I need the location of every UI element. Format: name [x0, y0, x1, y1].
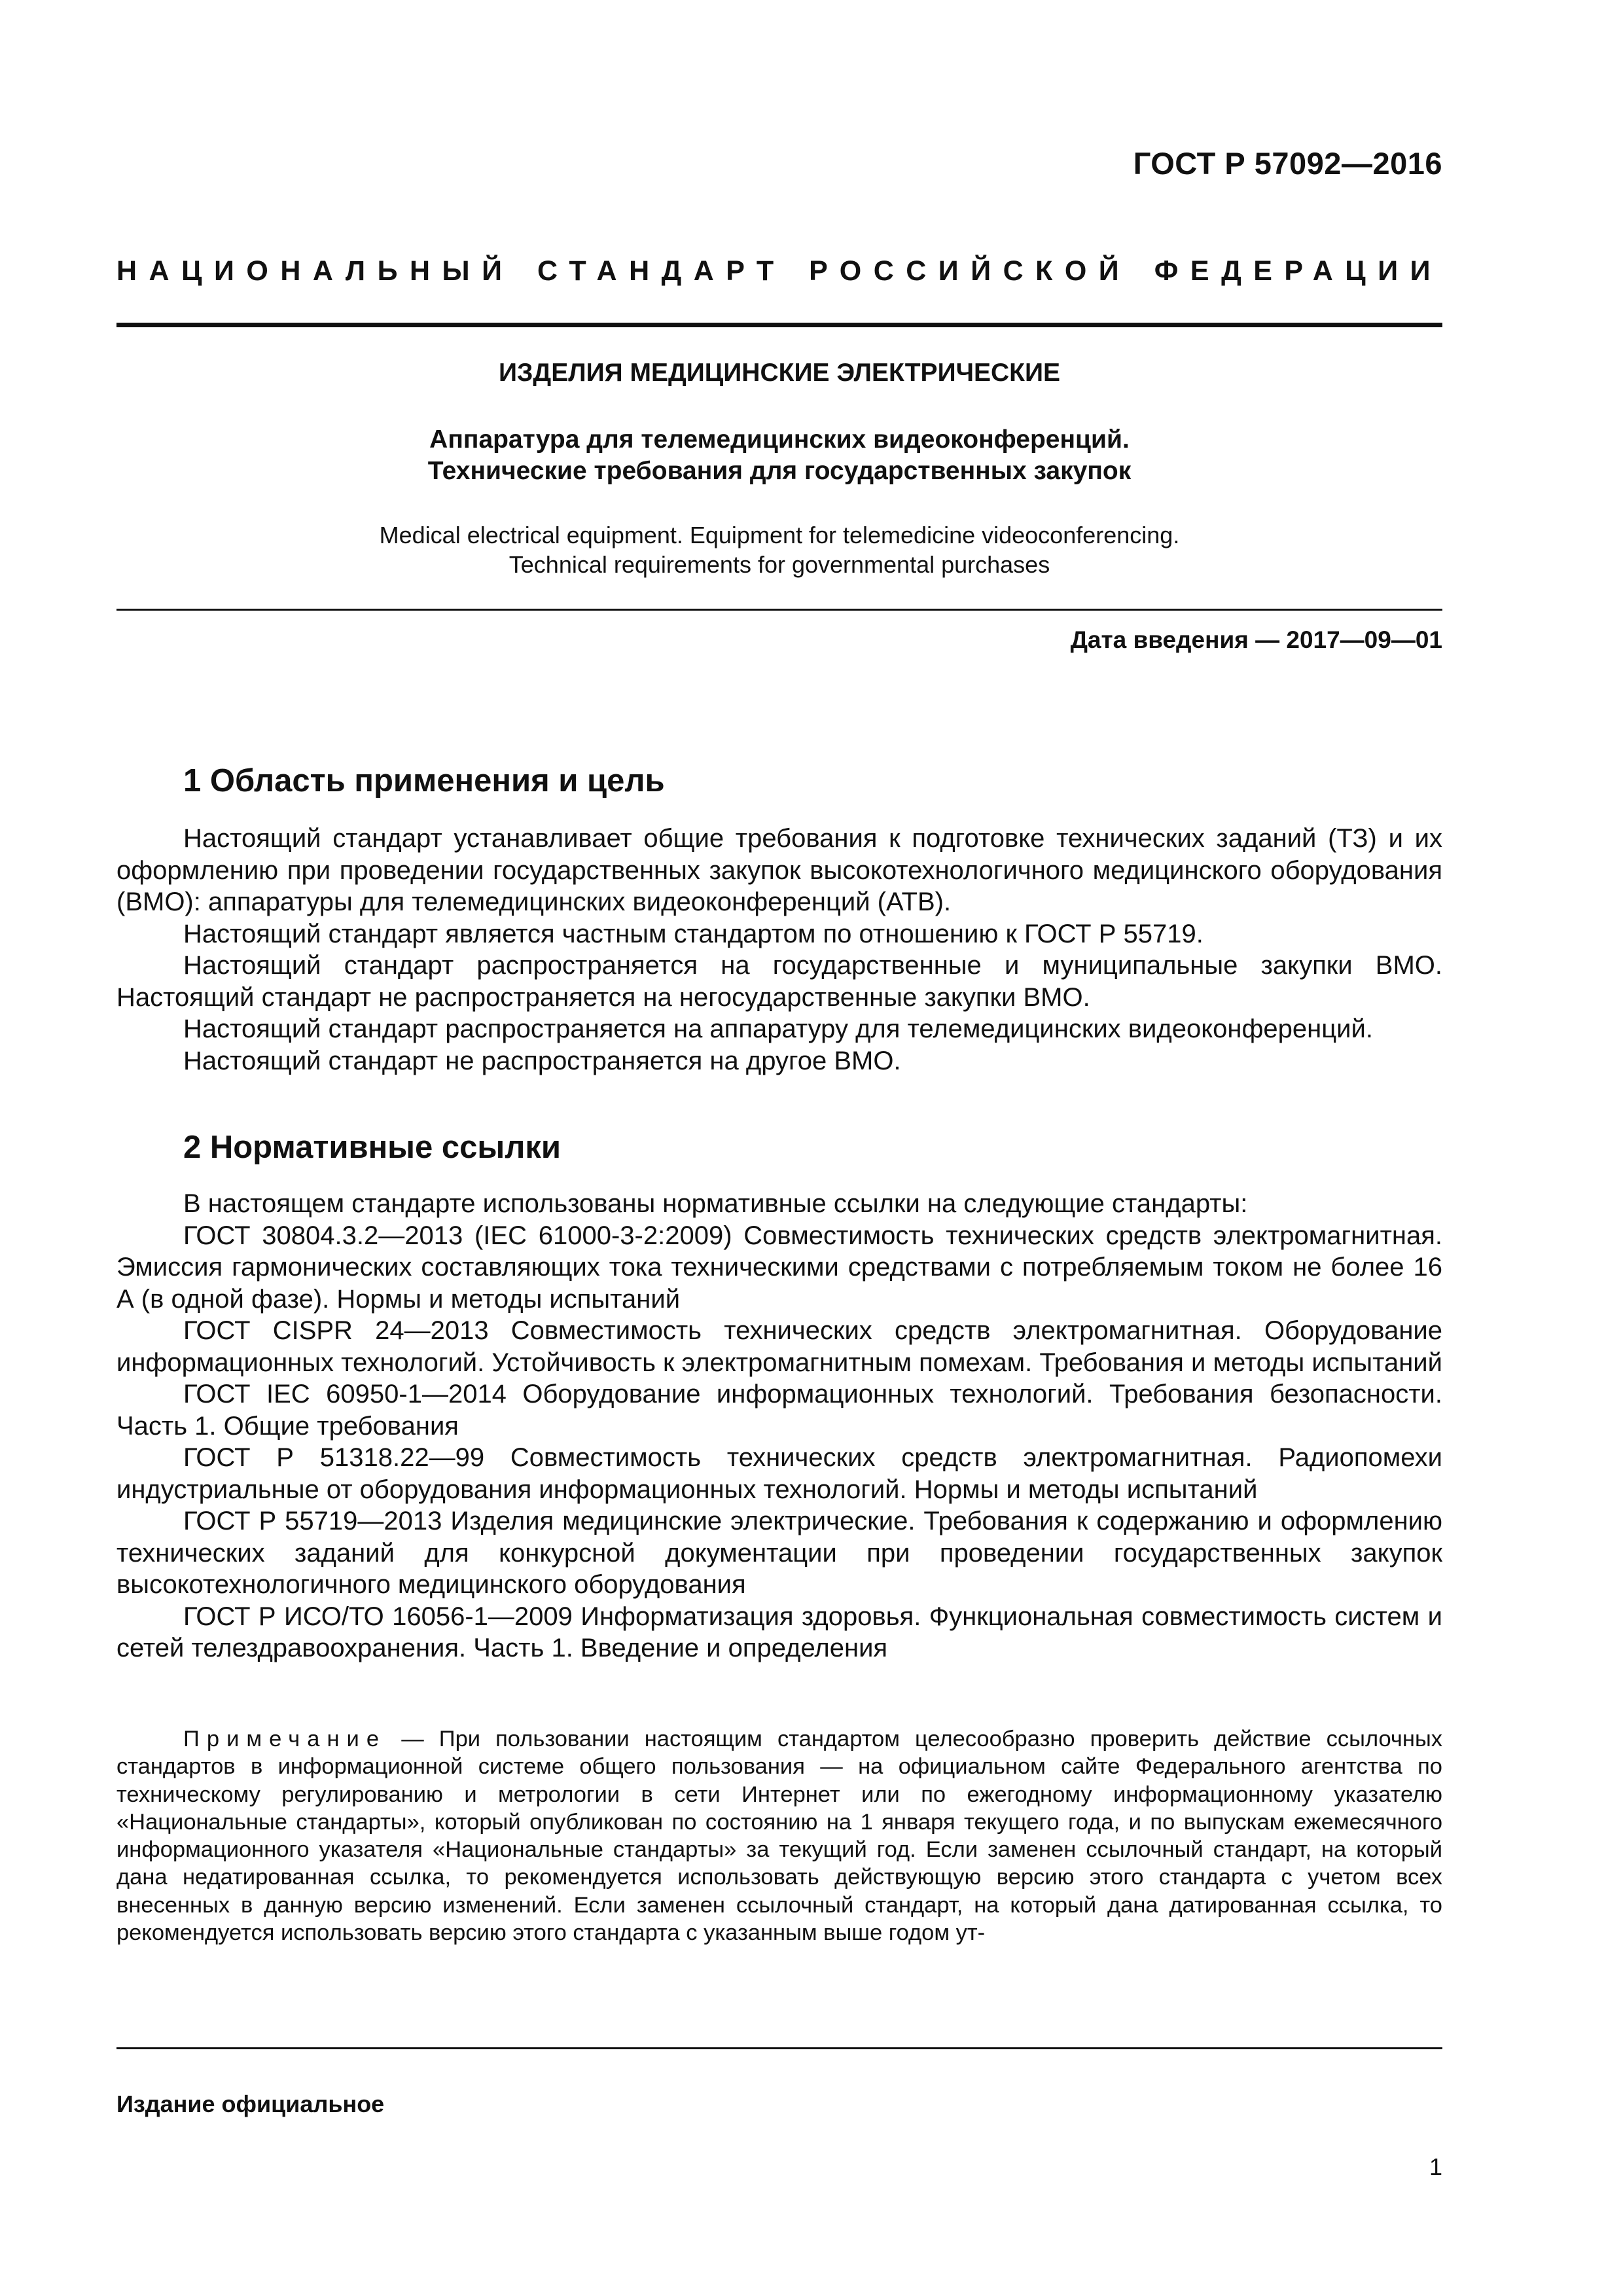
document-subtitle	[116, 424, 1442, 487]
references-intro: В настоящем стандарте использованы нормативные ссылки на следующие стандарты:	[183, 1189, 1248, 1218]
title-divider	[116, 609, 1442, 611]
footer-divider	[116, 2047, 1442, 2049]
introduction-date: Дата введения — 2017—09—01	[1070, 626, 1442, 653]
section-1-heading: 1 Область применения и цель	[183, 763, 665, 798]
section-2-body	[116, 1188, 1442, 1664]
subtitle-line-1: Аппаратура для телемедицинских видеоконференций.	[429, 425, 1130, 454]
header-divider	[116, 323, 1442, 327]
subtitle-line-2: Технические требования для государственных закупок	[427, 457, 1132, 485]
reference-item: ГОСТ CISPR 24—2013 Совместимость технических средств электромагнитная. Оборудование информационных технологий. Устойчивость к электромагнитным помехам. Требования и методы испытаний	[116, 1316, 1442, 1377]
reference-item: ГОСТ Р ИСО/ТО 16056-1—2009 Информатизация здоровья. Функциональная совместимость систем и сетей телездравоохранения. Часть 1. Введение и определения	[116, 1602, 1442, 1662]
section-2-heading: 2 Нормативные ссылки	[183, 1130, 561, 1165]
section-1-body	[116, 823, 1442, 1077]
paragraph: Настоящий стандарт не распространяется на другое ВМО.	[183, 1046, 901, 1075]
english-title	[116, 520, 1442, 579]
reference-item: ГОСТ 30804.3.2—2013 (IEC 61000-3-2:2009) Совместимость технических средств электромагнитная. Эмиссия гармонических составляющих тока техническими средствами с потребляемым током не более 16 А (в одной фазе). Нормы и методы испытаний	[116, 1221, 1442, 1314]
note-paragraph	[116, 1725, 1442, 1946]
paragraph: Настоящий стандарт является частным стандартом по отношению к ГОСТ Р 55719.	[183, 919, 1204, 948]
note	[116, 1725, 1442, 1946]
note-text: — При пользовании настоящим стандартом целесообразно проверить действие ссылочных стандартов в информационной системе общего пользования — на официальном сайте Федерального агентства по техническому регулированию и метрологии в сети Интернет или по ежегодному информационному указателю «Национальные стандарты», который опубликован по состоянию на 1 января текущего года, и по выпускам ежемесячного информационного указателя «Национальные стандарты» за текущий год. Если заменен ссылочный стандарт, на который дана недатированная ссылка, то рекомендуется использовать действующую версию этого стандарта с учетом всех внесенных в данную версию изменений. Если заменен ссылочный стандарт, на который дана датированная ссылка, то рекомендуется использовать версию этого стандарта с указанным выше годом ут-	[116, 1727, 1442, 1946]
standard-number: ГОСТ Р 57092—2016	[1133, 146, 1442, 181]
english-title-line-2: Technical requirements for governmental purchases	[508, 551, 1050, 578]
reference-item: ГОСТ IEC 60950-1—2014 Оборудование информационных технологий. Требования безопасности. Часть 1. Общие требования	[116, 1380, 1442, 1441]
document-title: ИЗДЕЛИЯ МЕДИЦИНСКИЕ ЭЛЕКТРИЧЕСКИЕ	[498, 359, 1061, 387]
national-standard-line: НАЦИОНАЛЬНЫЙ СТАНДАРТ РОССИЙСКОЙ ФЕДЕРАЦИИ	[116, 255, 1442, 287]
note-label: Примечание	[183, 1727, 387, 1751]
paragraph: Настоящий стандарт распространяется на государственные и муниципальные закупки ВМО. Настоящий стандарт не распространяется на негосударственные закупки ВМО.	[116, 951, 1442, 1012]
english-title-line-1: Medical electrical equipment. Equipment for telemedicine videoconferencing.	[379, 522, 1180, 548]
page-number: 1	[1429, 2153, 1442, 2180]
official-edition-label: Издание официальное	[116, 2090, 385, 2117]
reference-item: ГОСТ Р 51318.22—99 Совместимость технических средств электромагнитная. Радиопомехи индустриальные от оборудования информационных технологий. Нормы и методы испытаний	[116, 1443, 1442, 1504]
reference-item: ГОСТ Р 55719—2013 Изделия медицинские электрические. Требования к содержанию и оформлению технических заданий для конкурсной документации при проведении государственных закупок высокотехнологичного медицинского оборудования	[116, 1507, 1442, 1599]
paragraph: Настоящий стандарт устанавливает общие требования к подготовке технических заданий (ТЗ) и их оформлению при проведении государственных закупок высокотехнологичного медицинского оборудования (ВМО): аппаратуры для телемедицинских видеоконференций (АТВ).	[116, 824, 1442, 916]
paragraph: Настоящий стандарт распространяется на аппаратуру для телемедицинских видеоконференций.	[183, 1014, 1373, 1043]
